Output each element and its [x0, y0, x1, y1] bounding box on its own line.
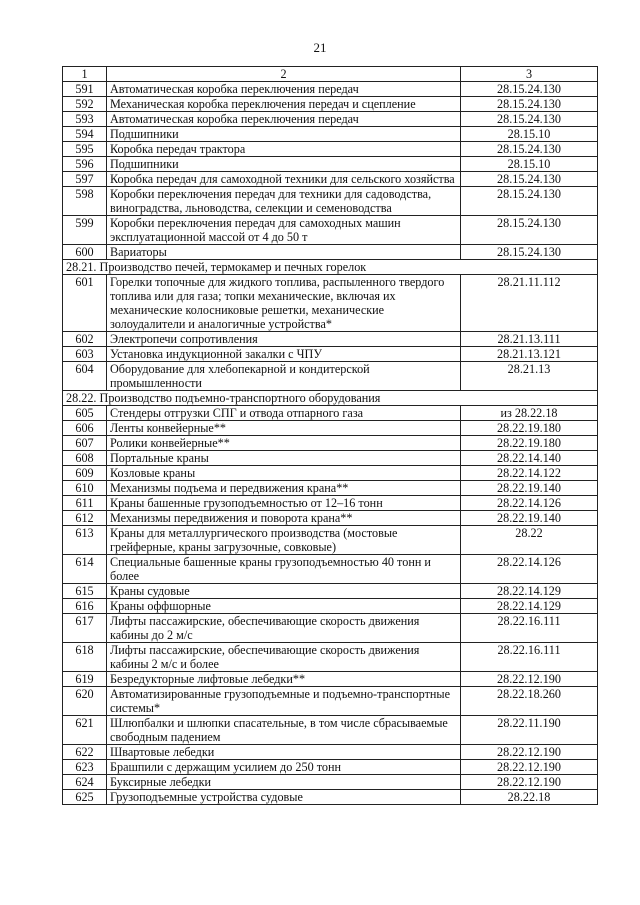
row-number: 595: [63, 142, 107, 157]
row-code: 28.22.14.126: [461, 555, 598, 584]
row-code: 28.15.24.130: [461, 97, 598, 112]
row-name: Механизмы передвижения и поворота крана**: [107, 511, 461, 526]
column-header-number: 1: [63, 67, 107, 82]
row-code: 28.22.14.140: [461, 451, 598, 466]
row-code: 28.21.11.112: [461, 275, 598, 332]
table-row: [63, 790, 598, 805]
table-row: [63, 555, 598, 584]
row-number: 616: [63, 599, 107, 614]
row-name: Лифты пассажирские, обеспечивающие скорость движения кабины 2 м/с и более: [107, 643, 461, 672]
row-code: 28.22.14.126: [461, 496, 598, 511]
row-number: 594: [63, 127, 107, 142]
table-row: [63, 775, 598, 790]
row-name: Механизмы подъема и передвижения крана**: [107, 481, 461, 496]
table-row: [63, 421, 598, 436]
row-name: Механическая коробка переключения передач и сцепление: [107, 97, 461, 112]
row-name: Ролики конвейерные**: [107, 436, 461, 451]
row-code: 28.21.13: [461, 362, 598, 391]
row-number: 597: [63, 172, 107, 187]
row-name: Специальные башенные краны грузоподъемностью 40 тонн и более: [107, 555, 461, 584]
row-code: 28.21.13.111: [461, 332, 598, 347]
row-name: Автоматическая коробка переключения передач: [107, 82, 461, 97]
row-name: Лифты пассажирские, обеспечивающие скорость движения кабины до 2 м/с: [107, 614, 461, 643]
table-row: [63, 142, 598, 157]
table-header-row: [63, 67, 598, 82]
table-row: [63, 687, 598, 716]
row-number: 604: [63, 362, 107, 391]
row-name: Коробки переключения передач для техники для садоводства, виноградства, льноводства, селекции и семеноводства: [107, 187, 461, 216]
column-header-code: 3: [461, 67, 598, 82]
row-code: 28.22.16.111: [461, 643, 598, 672]
table-row: [63, 187, 598, 216]
row-name: Установка индукционной закалки с ЧПУ: [107, 347, 461, 362]
table-row: [63, 245, 598, 260]
table-row: [63, 216, 598, 245]
row-name: Ленты конвейерные**: [107, 421, 461, 436]
row-code: 28.22.12.190: [461, 672, 598, 687]
row-code: 28.22.19.180: [461, 436, 598, 451]
table-row: [63, 526, 598, 555]
row-number: 598: [63, 187, 107, 216]
row-number: 623: [63, 760, 107, 775]
table-row: [63, 406, 598, 421]
row-number: 605: [63, 406, 107, 421]
row-name: Оборудование для хлебопекарной и кондитерской промышленности: [107, 362, 461, 391]
table-row: [63, 347, 598, 362]
column-header-name: 2: [107, 67, 461, 82]
equipment-table: [62, 66, 598, 805]
row-name: Брашпили с держащим усилием до 250 тонн: [107, 760, 461, 775]
row-code: 28.22: [461, 526, 598, 555]
page-number: 21: [313, 40, 327, 55]
table-row: [63, 436, 598, 451]
section-heading: 28.21. Производство печей, термокамер и печных горелок: [63, 260, 598, 275]
table-row: [63, 716, 598, 745]
section-heading: 28.22. Производство подъемно-транспортного оборудования: [63, 391, 598, 406]
row-number: 593: [63, 112, 107, 127]
table-row: [63, 481, 598, 496]
row-code: 28.15.24.130: [461, 216, 598, 245]
row-code: 28.22.12.190: [461, 745, 598, 760]
row-code: 28.15.24.130: [461, 245, 598, 260]
row-name: Грузоподъемные устройства судовые: [107, 790, 461, 805]
row-code: 28.22.11.190: [461, 716, 598, 745]
row-number: 613: [63, 526, 107, 555]
row-code: 28.15.10: [461, 127, 598, 142]
row-number: 601: [63, 275, 107, 332]
row-name: Краны башенные грузоподъемностью от 12–16 тонн: [107, 496, 461, 511]
row-number: 607: [63, 436, 107, 451]
row-code: 28.22.14.129: [461, 584, 598, 599]
row-number: 625: [63, 790, 107, 805]
table-row: [63, 496, 598, 511]
row-name: Подшипники: [107, 157, 461, 172]
row-number: 611: [63, 496, 107, 511]
row-number: 603: [63, 347, 107, 362]
row-name: Краны судовые: [107, 584, 461, 599]
table-row: [63, 760, 598, 775]
row-code: 28.15.10: [461, 157, 598, 172]
section-heading-row: [63, 391, 598, 406]
row-code: 28.22.19.140: [461, 511, 598, 526]
row-code: 28.22.18.260: [461, 687, 598, 716]
row-number: 612: [63, 511, 107, 526]
row-number: 602: [63, 332, 107, 347]
row-code: из 28.22.18: [461, 406, 598, 421]
row-number: 614: [63, 555, 107, 584]
row-code: 28.22.19.140: [461, 481, 598, 496]
row-name: Стендеры отгрузки СПГ и отвода отпарного газа: [107, 406, 461, 421]
row-code: 28.22.19.180: [461, 421, 598, 436]
row-name: Коробки переключения передач для самоходных машин эксплуатационной массой от 4 до 50 т: [107, 216, 461, 245]
row-number: 610: [63, 481, 107, 496]
row-name: Автоматическая коробка переключения передач: [107, 112, 461, 127]
row-number: 609: [63, 466, 107, 481]
table-row: [63, 511, 598, 526]
row-number: 600: [63, 245, 107, 260]
row-number: 608: [63, 451, 107, 466]
table-row: [63, 97, 598, 112]
row-name: Коробка передач для самоходной техники для сельского хозяйства: [107, 172, 461, 187]
row-name: Шлюпбалки и шлюпки спасательные, в том числе сбрасываемые свободным падением: [107, 716, 461, 745]
row-code: 28.22.14.129: [461, 599, 598, 614]
row-number: 596: [63, 157, 107, 172]
table-row: [63, 643, 598, 672]
row-name: Швартовые лебедки: [107, 745, 461, 760]
table-row: [63, 362, 598, 391]
row-code: 28.15.24.130: [461, 112, 598, 127]
section-heading-row: [63, 260, 598, 275]
row-code: 28.15.24.130: [461, 142, 598, 157]
row-code: 28.22.14.122: [461, 466, 598, 481]
row-code: 28.22.18: [461, 790, 598, 805]
row-name: Подшипники: [107, 127, 461, 142]
row-name: Козловые краны: [107, 466, 461, 481]
row-code: 28.15.24.130: [461, 82, 598, 97]
row-number: 617: [63, 614, 107, 643]
row-name: Краны для металлургического производства (мостовые грейферные, краны загрузочные, совковые): [107, 526, 461, 555]
table-body: [63, 82, 598, 805]
row-code: 28.22.12.190: [461, 775, 598, 790]
row-name: Портальные краны: [107, 451, 461, 466]
table-row: [63, 599, 598, 614]
row-name: Горелки топочные для жидкого топлива, распыленного твердого топлива или для газа; топки механические, включая их механические колосниковые решетки, механические золоудалители и аналогичные устройства*: [107, 275, 461, 332]
table-row: [63, 584, 598, 599]
row-name: Краны оффшорные: [107, 599, 461, 614]
table-row: [63, 127, 598, 142]
table-row: [63, 275, 598, 332]
row-code: 28.15.24.130: [461, 172, 598, 187]
row-name: Безредукторные лифтовые лебедки**: [107, 672, 461, 687]
row-name: Автоматизированные грузоподъемные и подъемно-транспортные системы*: [107, 687, 461, 716]
table-row: [63, 466, 598, 481]
row-number: 619: [63, 672, 107, 687]
table-row: [63, 614, 598, 643]
row-number: 592: [63, 97, 107, 112]
table-row: [63, 157, 598, 172]
table-row: [63, 332, 598, 347]
row-name: Вариаторы: [107, 245, 461, 260]
table-row: [63, 451, 598, 466]
table-row: [63, 82, 598, 97]
row-name: Буксирные лебедки: [107, 775, 461, 790]
row-code: 28.22.16.111: [461, 614, 598, 643]
row-code: 28.21.13.121: [461, 347, 598, 362]
row-name: Электропечи сопротивления: [107, 332, 461, 347]
row-name: Коробка передач трактора: [107, 142, 461, 157]
row-code: 28.22.12.190: [461, 760, 598, 775]
row-number: 618: [63, 643, 107, 672]
table-row: [63, 672, 598, 687]
row-number: 624: [63, 775, 107, 790]
row-number: 622: [63, 745, 107, 760]
table-row: [63, 172, 598, 187]
table-row: [63, 745, 598, 760]
row-number: 620: [63, 687, 107, 716]
row-number: 615: [63, 584, 107, 599]
row-number: 606: [63, 421, 107, 436]
row-number: 621: [63, 716, 107, 745]
row-code: 28.15.24.130: [461, 187, 598, 216]
table-row: [63, 112, 598, 127]
row-number: 599: [63, 216, 107, 245]
row-number: 591: [63, 82, 107, 97]
